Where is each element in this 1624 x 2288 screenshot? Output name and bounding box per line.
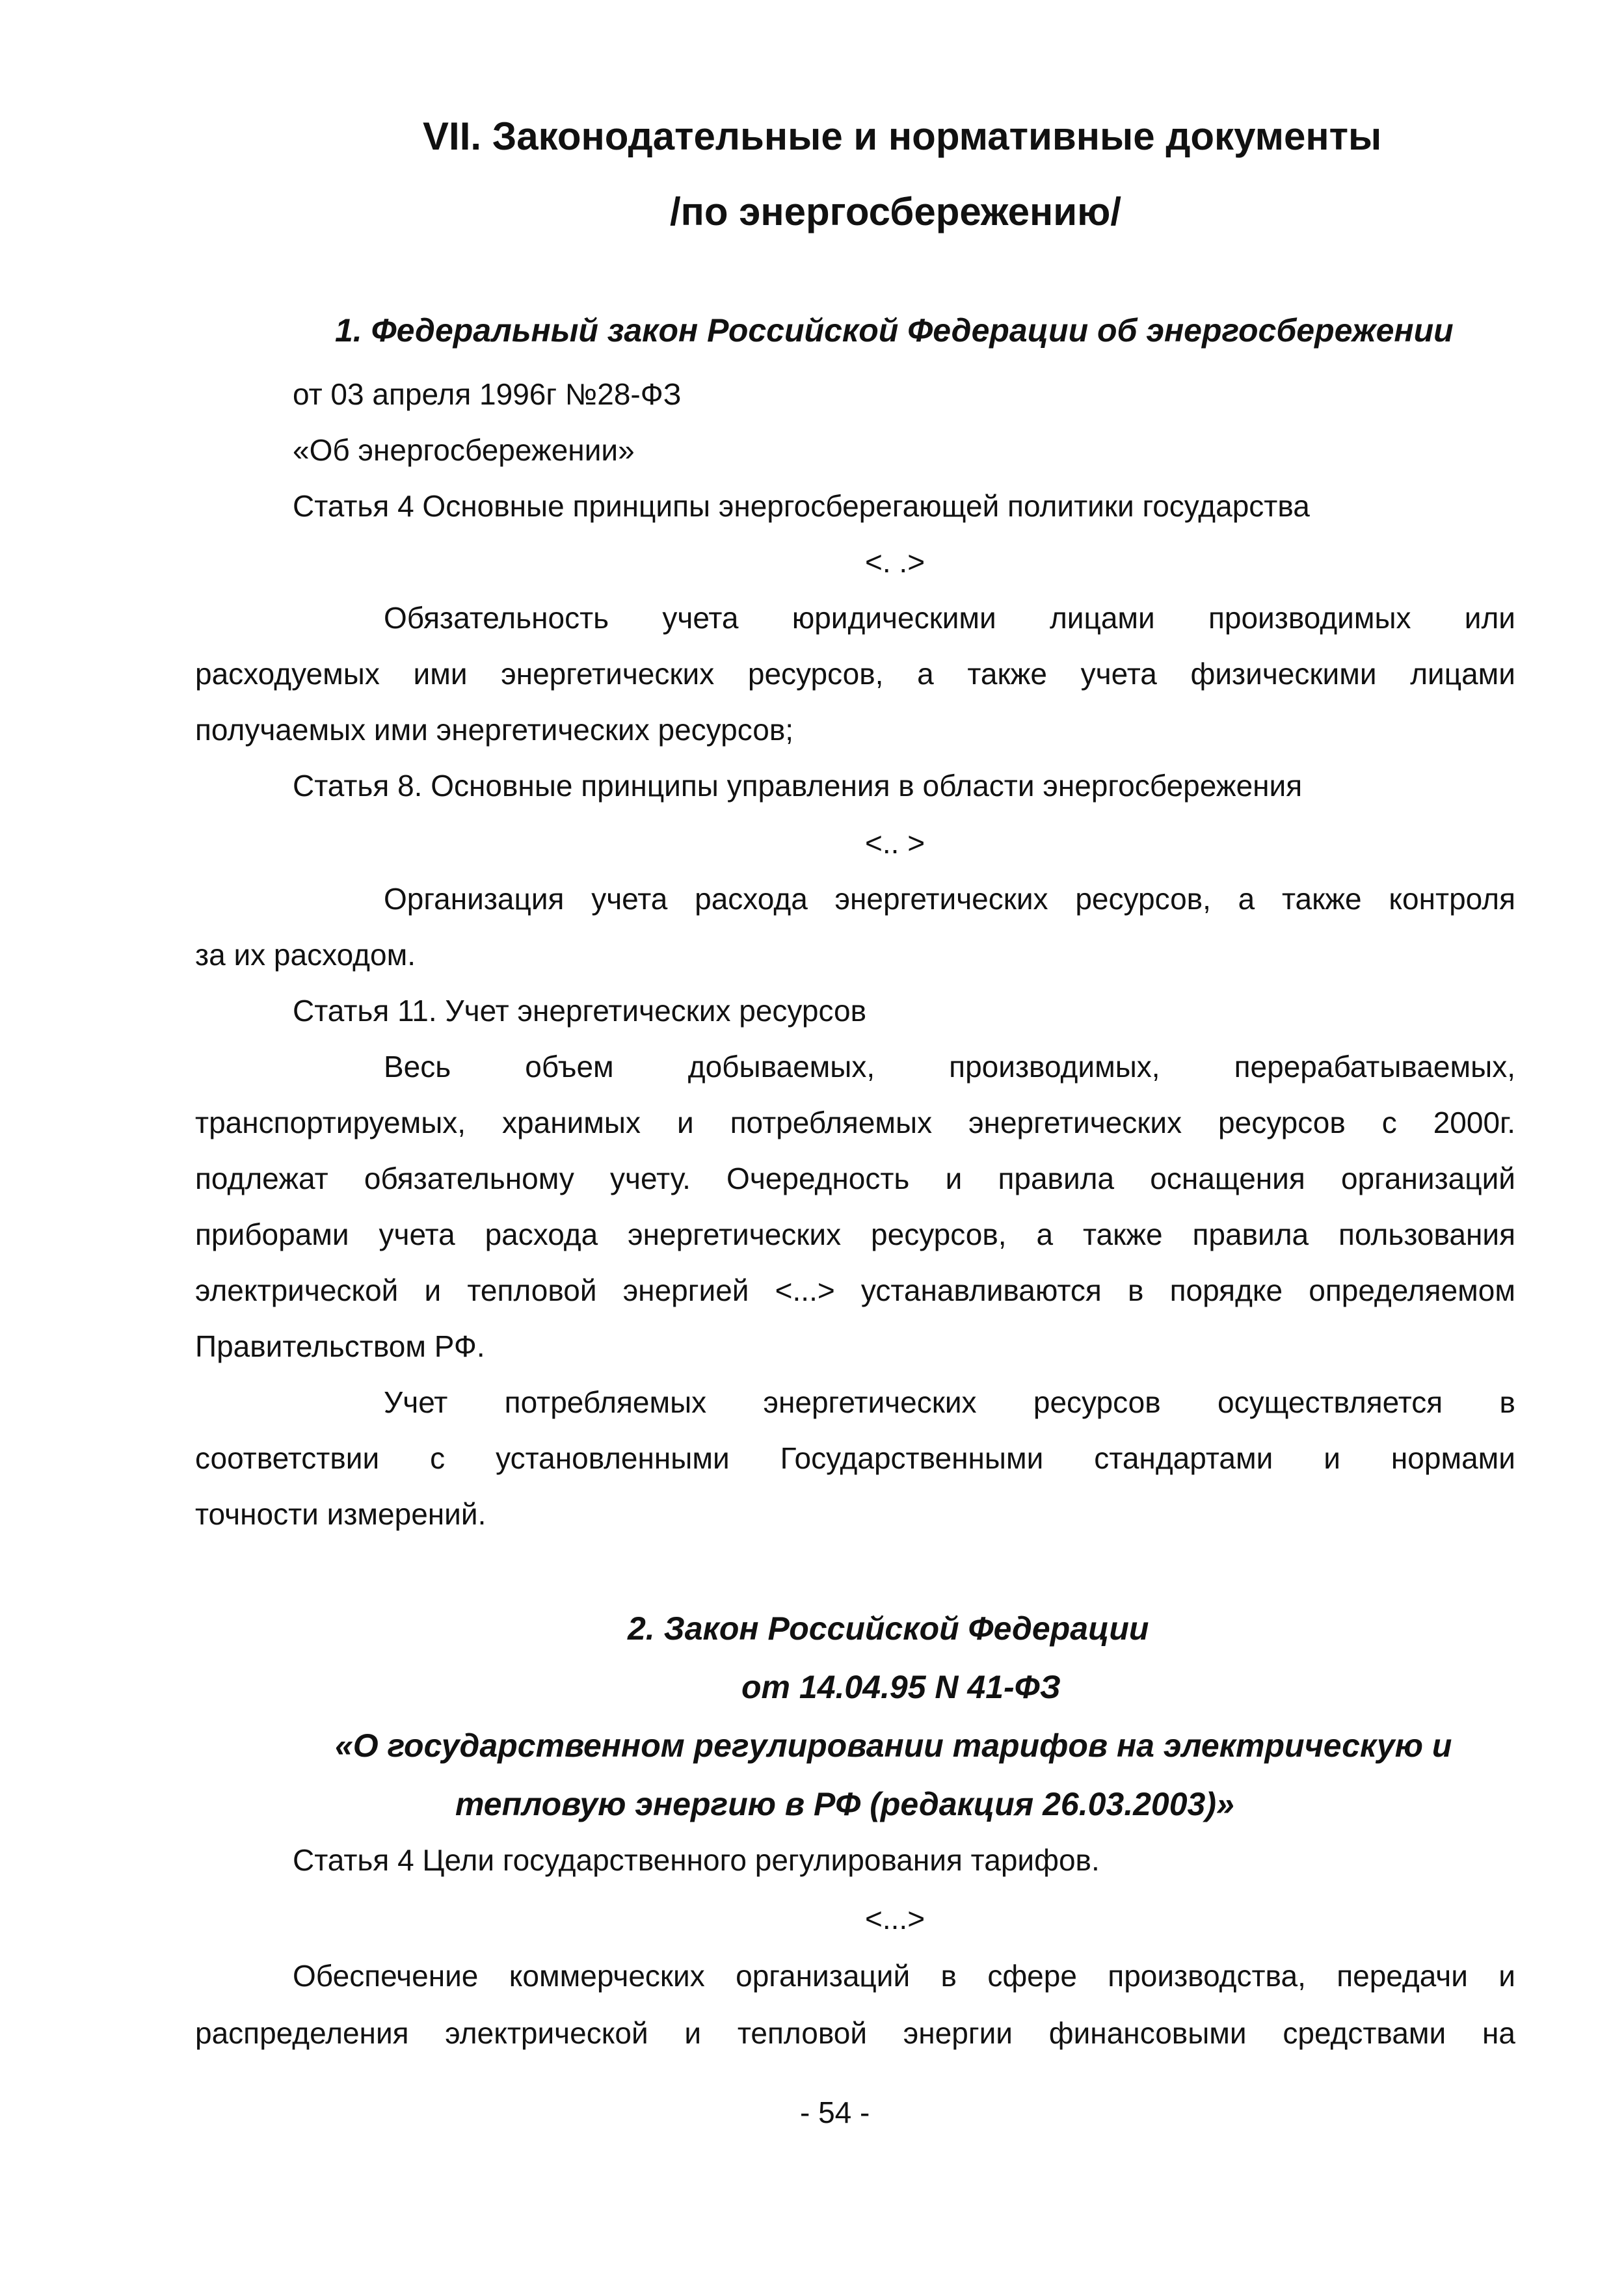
doc1-ellipsis-1: <. .> bbox=[865, 545, 925, 579]
section-title-line-1: VII. Законодательные и нормативные документы bbox=[423, 114, 1382, 158]
doc1-para4-line: точности измерений. bbox=[195, 1497, 486, 1531]
doc1-name: «Об энергосбережении» bbox=[293, 433, 635, 467]
doc1-para3-line: Правительством РФ. bbox=[195, 1329, 485, 1363]
doc2-heading-line-1: 2. Закон Российской Федерации bbox=[628, 1610, 1149, 1647]
doc1-para2-line: Организация учета расхода энергетических ресурсов, а также контроля bbox=[384, 882, 1515, 916]
doc1-date: от 03 апреля 1996г №28-ФЗ bbox=[293, 377, 682, 411]
doc1-para3-line: Весь объем добываемых, производимых, перерабатываемых, bbox=[384, 1050, 1515, 1084]
doc2-para-line: распределения электрической и тепловой энергии финансовыми средствами на bbox=[195, 2016, 1515, 2050]
doc1-para3-line: подлежат обязательному учету. Очередность и правила оснащения организаций bbox=[195, 1162, 1515, 1195]
doc1-ellipsis-2: <.. > bbox=[865, 826, 925, 860]
doc1-heading: 1. Федеральный закон Российской Федерации об энергосбережении bbox=[335, 312, 1454, 349]
doc2-para-line: Обеспечение коммерческих организаций в сфере производства, передачи и bbox=[293, 1959, 1515, 1993]
doc2-heading-line-2: от 14.04.95 N 41-ФЗ bbox=[741, 1669, 1061, 1705]
doc1-article-4-title: Статья 4 Основные принципы энергосберегающей политики государства bbox=[293, 489, 1310, 523]
doc1-para3-line: электрической и тепловой энергией <...> устанавливаются в порядке определяемом bbox=[195, 1273, 1515, 1307]
doc1-para3-line: транспортируемых, хранимых и потребляемых энергетических ресурсов с 2000г. bbox=[195, 1106, 1515, 1139]
doc1-article-11-title: Статья 11. Учет энергетических ресурсов bbox=[293, 994, 867, 1028]
doc1-para2-line: за их расходом. bbox=[195, 938, 416, 972]
doc1-para1-line: расходуемых ими энергетических ресурсов, а также учета физическими лицами bbox=[195, 657, 1515, 691]
doc1-para1-line: получаемых ими энергетических ресурсов; bbox=[195, 713, 794, 747]
page-number: - 54 - bbox=[800, 2095, 870, 2129]
doc2-article-4-title: Статья 4 Цели государственного регулирования тарифов. bbox=[293, 1843, 1100, 1877]
doc1-para4-line: соответствии с установленными Государственными стандартами и нормами bbox=[195, 1441, 1515, 1475]
doc1-article-8-title: Статья 8. Основные принципы управления в области энергосбережения bbox=[293, 769, 1303, 803]
doc1-para4-line: Учет потребляемых энергетических ресурсов осуществляется в bbox=[384, 1385, 1515, 1419]
doc1-para1-line: Обязательность учета юридическими лицами производимых или bbox=[384, 601, 1515, 635]
doc1-para3-line: приборами учета расхода энергетических ресурсов, а также правила пользования bbox=[195, 1217, 1515, 1251]
doc2-heading-line-4: тепловую энергию в РФ (редакция 26.03.2003)» bbox=[455, 1786, 1234, 1822]
doc2-ellipsis: <...> bbox=[865, 1902, 925, 1935]
doc2-heading-line-3: «О государственном регулировании тарифов на электрическую и bbox=[335, 1727, 1452, 1764]
section-title-line-2: /по энергосбережению/ bbox=[670, 190, 1122, 233]
